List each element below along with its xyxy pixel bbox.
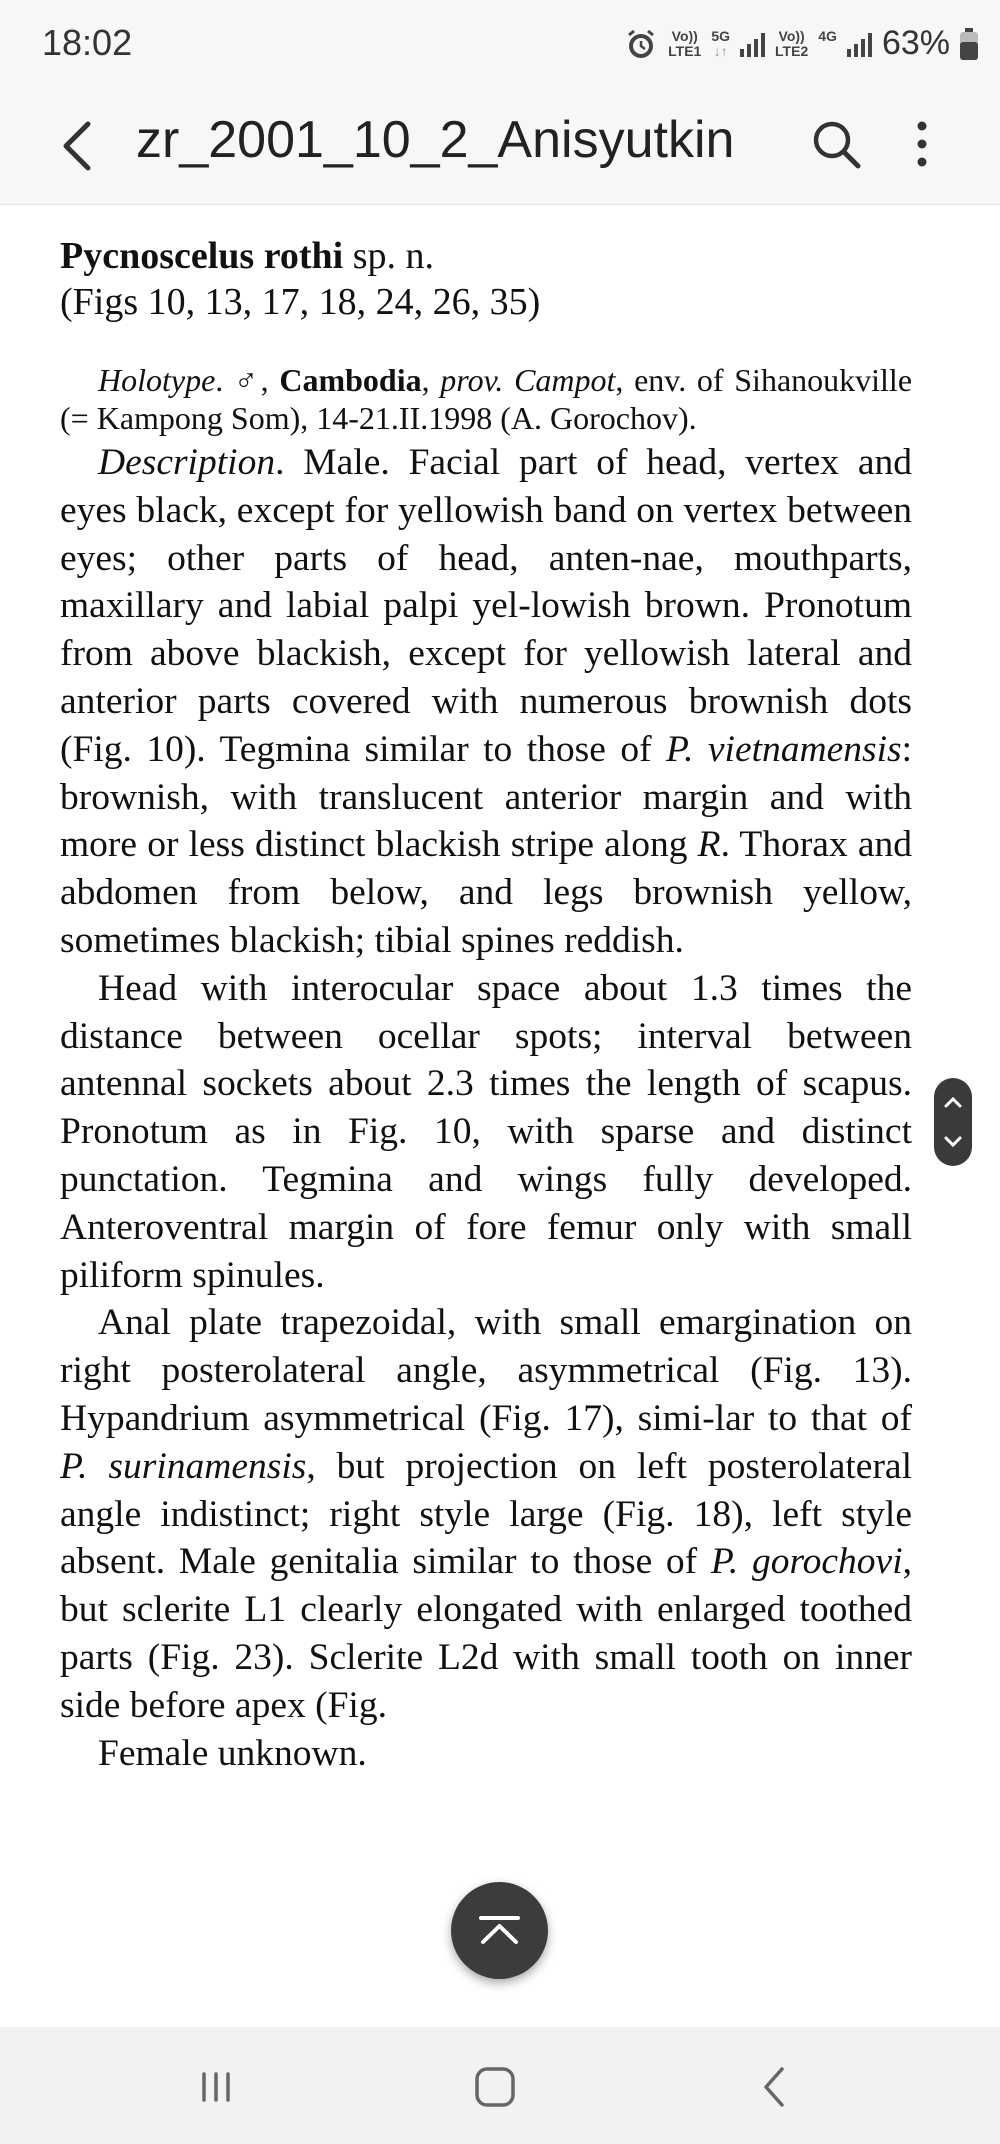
signal-icon-2 [847,31,872,57]
description-species: P. vietnamensis [666,728,902,770]
genitalia-species-1: P. surinamensis [60,1445,307,1487]
holotype-paragraph [60,361,912,437]
description-paragraph [60,439,912,965]
scroll-to-top-button[interactable] [451,1882,548,1979]
head-paragraph: Head with interocular space about 1.3 times the distance between ocellar spots; interval between antennal sockets about 2.3 times the length of scapus. Pronotum as in Fig. 10, with sparse and distinct punctation. Tegmina and wings fully developed. Anteroventral margin of fore femur only with small piliform spinules. [60,967,912,1296]
document-text [60,233,912,1777]
genitalia-text-a: Anal plate trapezoidal, with small emargination on right posterolateral angle, asymmetrical (Fig. 13). Hypandrium asymmetrical (Fig. 17), simi-lar to that of [60,1302,912,1439]
net1-type: 5G [711,27,731,44]
holotype-label: Holotype [98,362,216,398]
genitalia-species-2: P. gorochovi [710,1541,903,1583]
battery-icon [960,28,978,60]
home-icon[interactable] [465,2057,525,2117]
description-label: Description [98,442,276,483]
genitalia-text-c: , but sclerite L1 clearly elongated with enlarged toothed parts (Fig. 23). Sclerite L2d with small tooth on inner side before apex (Fig. [60,1541,912,1726]
species-heading [60,233,912,279]
search-icon[interactable] [806,114,866,174]
status-indicators [624,24,978,63]
battery-percent: 63% [881,24,950,62]
species-suffix: sp. n. [343,235,435,277]
back-icon[interactable] [48,114,112,178]
sim2-label: Vo)) [778,27,805,44]
navigation-bar [0,2027,1000,2144]
holotype-sex: . ♂, [215,362,280,398]
recents-icon[interactable] [186,2057,246,2117]
net2-block [818,29,837,59]
sim2-sub: LTE2 [775,42,809,59]
chevron-up-icon[interactable] [934,1078,972,1122]
holotype-rest: , env. of Sihanoukville (= Kampong Som), 14-21.II.1998 (A. Gorochov). [60,362,913,436]
scroll-handle[interactable] [934,1078,972,1166]
description-text-b: : brownish, with translucent anterior margin and with more or less distinct blackish stripe along [60,728,913,866]
description-text-c: . Thorax and abdomen from below, and legs brownish yellow, sometimes blackish; tibial spines reddish. [60,824,913,961]
document-title: zr_2001_10_2_Anisyutkin [136,111,735,169]
holotype-province: prov. Campot [440,362,616,398]
description-r: R [697,824,721,866]
net2-type: 4G [818,27,837,44]
document-page[interactable] [0,205,1000,2027]
holotype-comma: , [421,362,441,398]
description-text-a: . Male. Facial part of head, vertex and eyes black, except for yellowish band on vertex between eyes; other parts of head, anten-nae, mouthparts, maxillary and labial palpi yel-lowish brown. Pronotum from above blackish, except for yellowish lateral and anterior parts covered with numerous brownish dots (Fig. 10). Tegmina similar to those of [60,442,912,770]
sim2-block [775,29,808,59]
female-paragraph: Female unknown. [98,1732,367,1774]
net1-block: 5G ↓↑ [711,27,731,59]
app-bar [0,88,1000,205]
alarm-icon [624,27,658,61]
genitalia-text-b: , but projection on left posterolateral angle indistinct; right style large (Fig. 18), left style absent. Male genitalia similar to those of [60,1445,912,1583]
chevron-down-icon[interactable] [934,1122,972,1166]
signal-icon [740,31,765,57]
sim1-block [668,29,701,59]
holotype-country: Cambodia [279,362,422,398]
figs-reference: (Figs 10, 13, 17, 18, 24, 26, 35) [60,281,541,323]
sim1-label: Vo)) [671,27,698,44]
scroll-to-top-icon [451,1882,548,1979]
species-name: Pycnoscelus rothi [60,235,344,277]
more-icon[interactable] [896,114,948,174]
sim1-sub: LTE1 [668,42,702,59]
genitalia-paragraph [60,1299,912,1729]
status-bar [0,0,1000,88]
back-nav-icon[interactable] [746,2057,806,2117]
status-time: 18:02 [42,22,133,63]
